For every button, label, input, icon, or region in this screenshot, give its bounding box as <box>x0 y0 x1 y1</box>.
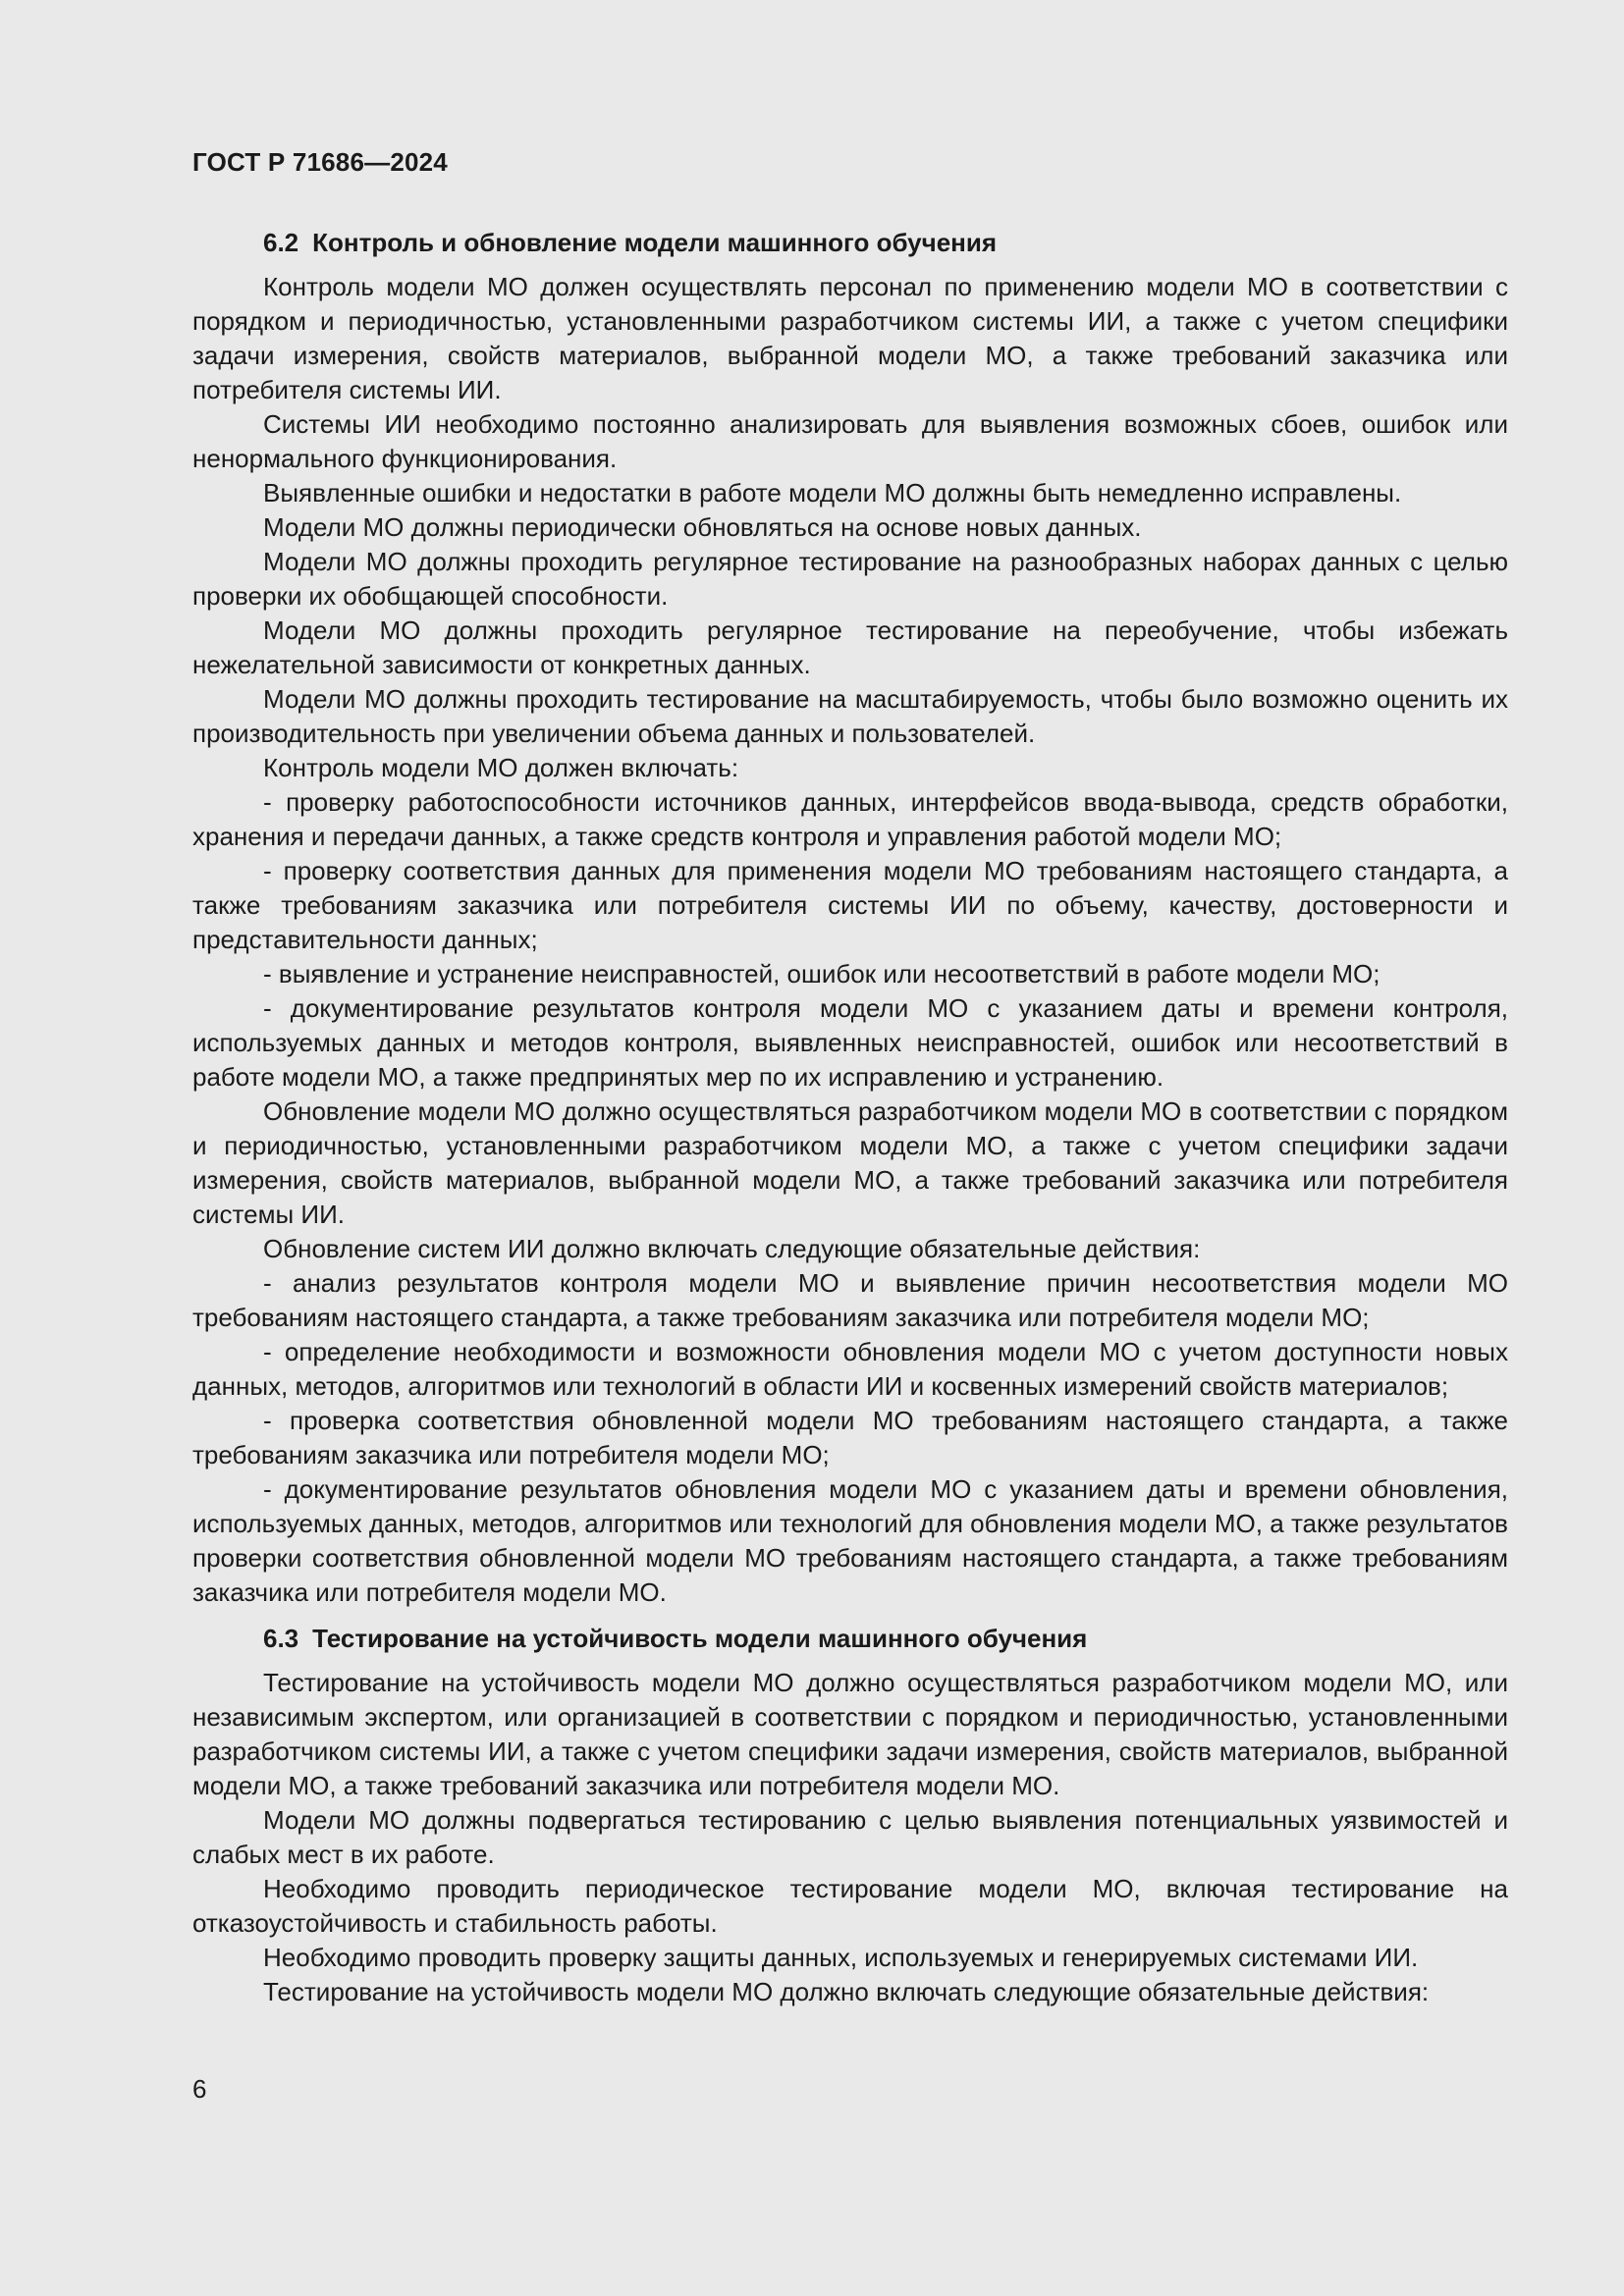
section-heading-6-3 <box>192 1622 1508 1656</box>
paragraph: Модели МО должны проходить регулярное тестирование на разнообразных наборах данных с целью проверки их обобщающей способности. <box>192 547 1508 611</box>
section-number: 6.2 <box>263 228 299 257</box>
paragraph: Выявленные ошибки и недостатки в работе модели МО должны быть немедленно исправлены. <box>263 478 1402 507</box>
section-heading-6-2 <box>192 226 1508 260</box>
paragraph: Тестирование на устойчивость модели МО должно осуществляться разработчиком модели МО, или независимым экспертом, или организацией в соответствии с порядком и периодичностью, установленными разработчиком системы ИИ, а также с учетом специфики задачи измерения, свойств материалов, выбранной модели МО, а также требований заказчика или потребителя модели МО. <box>192 1668 1508 1800</box>
paragraph: Модели МО должны проходить регулярное тестирование на переобучение, чтобы избежать нежелательной зависимости от конкретных данных. <box>192 615 1508 679</box>
paragraph: Контроль модели МО должен включать: <box>263 753 739 782</box>
paragraph: Необходимо проводить проверку защиты данных, используемых и генерируемых системами ИИ. <box>263 1943 1419 1972</box>
list-item: - проверку работоспособности источников данных, интерфейсов ввода-вывода, средств обработки, хранения и передачи данных, а также средств контроля и управления работой модели МО; <box>192 787 1508 851</box>
paragraph: Обновление систем ИИ должно включать следующие обязательные действия: <box>263 1234 1201 1263</box>
list-item: - проверка соответствия обновленной модели МО требованиям настоящего стандарта, а также требованиям заказчика или потребителя модели МО; <box>192 1406 1508 1469</box>
section-title: Контроль и обновление модели машинного обучения <box>312 228 998 257</box>
list-item: - выявление и устранение неисправностей, ошибок или несоответствий в работе модели МО; <box>263 959 1380 988</box>
list-item: - документирование результатов контроля модели МО с указанием даты и времени контроля, используемых данных и методов контроля, выявленных неисправностей, ошибок или несоответствий в работе модели МО, а также предпринятых мер по их исправлению и устранению. <box>192 993 1508 1092</box>
paragraph: Модели МО должны подвергаться тестированию с целью выявления потенциальных уязвимостей и слабых мест в их работе. <box>192 1805 1508 1869</box>
paragraph: Необходимо проводить периодическое тестирование модели МО, включая тестирование на отказоустойчивость и стабильность работы. <box>192 1874 1508 1938</box>
list-item: - проверку соответствия данных для применения модели МО требованиям настоящего стандарта, а также требованиям заказчика или потребителя системы ИИ по объему, качеству, достоверности и представительности данных; <box>192 856 1508 954</box>
paragraph: Системы ИИ необходимо постоянно анализировать для выявления возможных сбоев, ошибок или ненормального функционирования. <box>192 409 1508 473</box>
paragraph: Контроль модели МО должен осуществлять персонал по применению модели МО в соответствии с порядком и периодичностью, установленными разработчиком системы ИИ, а также с учетом специфики задачи измерения, свойств материалов, выбранной модели МО, а также требований заказчика или потребителя системы ИИ. <box>192 272 1508 404</box>
list-item: - документирование результатов обновления модели МО с указанием даты и времени обновления, используемых данных, методов, алгоритмов или технологий для обновления модели МО, а также результатов проверки соответствия обновленной модели МО требованиям настоящего стандарта, а также требованиям заказчика или потребителя модели МО. <box>192 1474 1508 1607</box>
paragraph: Модели МО должны периодически обновляться на основе новых данных. <box>263 512 1142 542</box>
paragraph: Модели МО должны проходить тестирование на масштабируемость, чтобы было возможно оценить их производительность при увеличении объема данных и пользователей. <box>192 684 1508 748</box>
paragraph: Тестирование на устойчивость модели МО должно включать следующие обязательные действия: <box>263 1977 1430 2006</box>
list-item: - определение необходимости и возможности обновления модели МО с учетом доступности новых данных, методов, алгоритмов или технологий в области ИИ и косвенных измерений свойств материалов; <box>192 1337 1508 1401</box>
section-number: 6.3 <box>263 1624 299 1653</box>
document-header: ГОСТ Р 71686—2024 <box>192 147 448 177</box>
page-number: 6 <box>192 2074 207 2104</box>
list-item: - анализ результатов контроля модели МО и выявление причин несоответствия модели МО требованиям настоящего стандарта, а также требованиям заказчика или потребителя модели МО; <box>192 1268 1508 1332</box>
paragraph: Обновление модели МО должно осуществляться разработчиком модели МО в соответствии с порядком и периодичностью, установленными разработчиком модели МО, а также с учетом специфики задачи измерения, свойств материалов, выбранной модели МО, а также требований заказчика или потребителя системы ИИ. <box>192 1096 1508 1229</box>
section-title: Тестирование на устойчивость модели машинного обучения <box>312 1624 1088 1653</box>
page-content <box>192 226 1508 2009</box>
